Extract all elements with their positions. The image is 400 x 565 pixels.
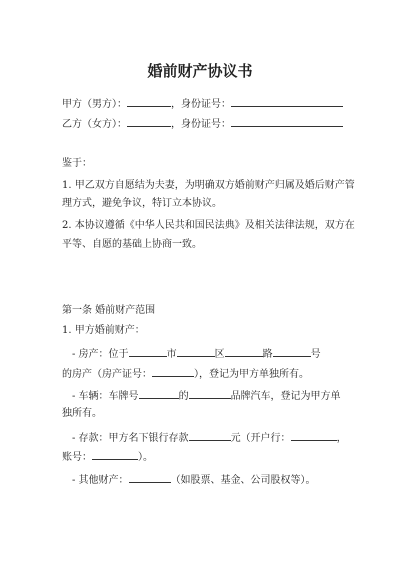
deposit-text-line2b: ）。: [138, 452, 153, 463]
preamble-item2-line1: 2. 本协议遵循《中华人民共和国民法典》及相关法律法规，双方在: [62, 220, 355, 231]
article1-sub1: 1. 甲方婚前财产：: [62, 325, 145, 336]
party-a-line: [62, 96, 343, 112]
document-title: 婚前财产协议书: [147, 62, 253, 80]
house-text-e: 号: [310, 349, 321, 360]
vehicle-plate-blank: [139, 388, 179, 399]
party-a-label: 甲方（男方）：: [62, 99, 127, 110]
house-text-line2a: 的房产（房产证号：: [62, 369, 152, 380]
deposit-line2: [62, 449, 153, 465]
house-text-a: - 房产：位于: [72, 349, 129, 360]
house-line1: [72, 346, 321, 362]
other-text-a: - 其他财产：: [72, 475, 129, 486]
deposit-text-line2a: 账号：: [62, 452, 92, 463]
deposit-text-a: - 存款：甲方名下银行存款: [72, 433, 189, 444]
house-district-blank: [177, 346, 215, 357]
party-a-id-blank: [231, 96, 343, 107]
deposit-bank-blank: [291, 430, 337, 441]
vehicle-text-a: - 车辆：车牌号: [72, 391, 139, 402]
preamble-item1-line1: 1. 甲乙双方自愿结为夫妻，为明确双方婚前财产归属及婚后财产管: [62, 180, 355, 191]
house-text-b: 市: [166, 349, 177, 360]
vehicle-line2: 独所有。: [62, 408, 102, 419]
house-line2: [62, 366, 309, 382]
party-b-id-label: ，身份证号：: [171, 119, 231, 130]
deposit-text-b: 元（开户行：: [230, 433, 291, 444]
other-assets-blank: [129, 472, 171, 483]
preamble-heading: 鉴于：: [62, 158, 92, 169]
party-b-line: [62, 116, 343, 132]
house-number-blank: [273, 346, 311, 357]
other-line: [72, 472, 316, 488]
house-road-blank: [225, 346, 263, 357]
other-text-b: （如股票、基金、公司股权等）。: [170, 475, 316, 486]
vehicle-text-c: 品牌汽车，登记为甲方单: [230, 391, 341, 402]
house-city-blank: [129, 346, 167, 357]
vehicle-line1: [72, 388, 341, 404]
party-b-name-blank: [127, 116, 171, 127]
party-b-label: 乙方（女方）：: [62, 119, 127, 130]
vehicle-brand-blank: [189, 388, 231, 399]
party-a-name-blank: [127, 96, 171, 107]
house-cert-blank: [152, 366, 194, 377]
house-text-c: 区: [214, 349, 225, 360]
deposit-amount-blank: [189, 430, 231, 441]
deposit-text-c: ，: [336, 433, 347, 444]
house-text-line2b: ），登记为甲方单独所有。: [194, 369, 309, 380]
deposit-account-blank: [92, 449, 138, 460]
party-b-id-blank: [231, 116, 343, 127]
party-a-id-label: ，身份证号：: [171, 99, 231, 110]
deposit-line1: [72, 430, 347, 446]
house-text-d: 路: [262, 349, 273, 360]
article1-heading: 第一条 婚前财产范围: [62, 305, 156, 316]
vehicle-text-b: 的: [178, 391, 189, 402]
preamble-item1-line2: 理方式，避免争议，特订立本协议。: [62, 198, 222, 209]
preamble-item2-line2: 平等、自愿的基础上协商一致。: [62, 239, 202, 250]
